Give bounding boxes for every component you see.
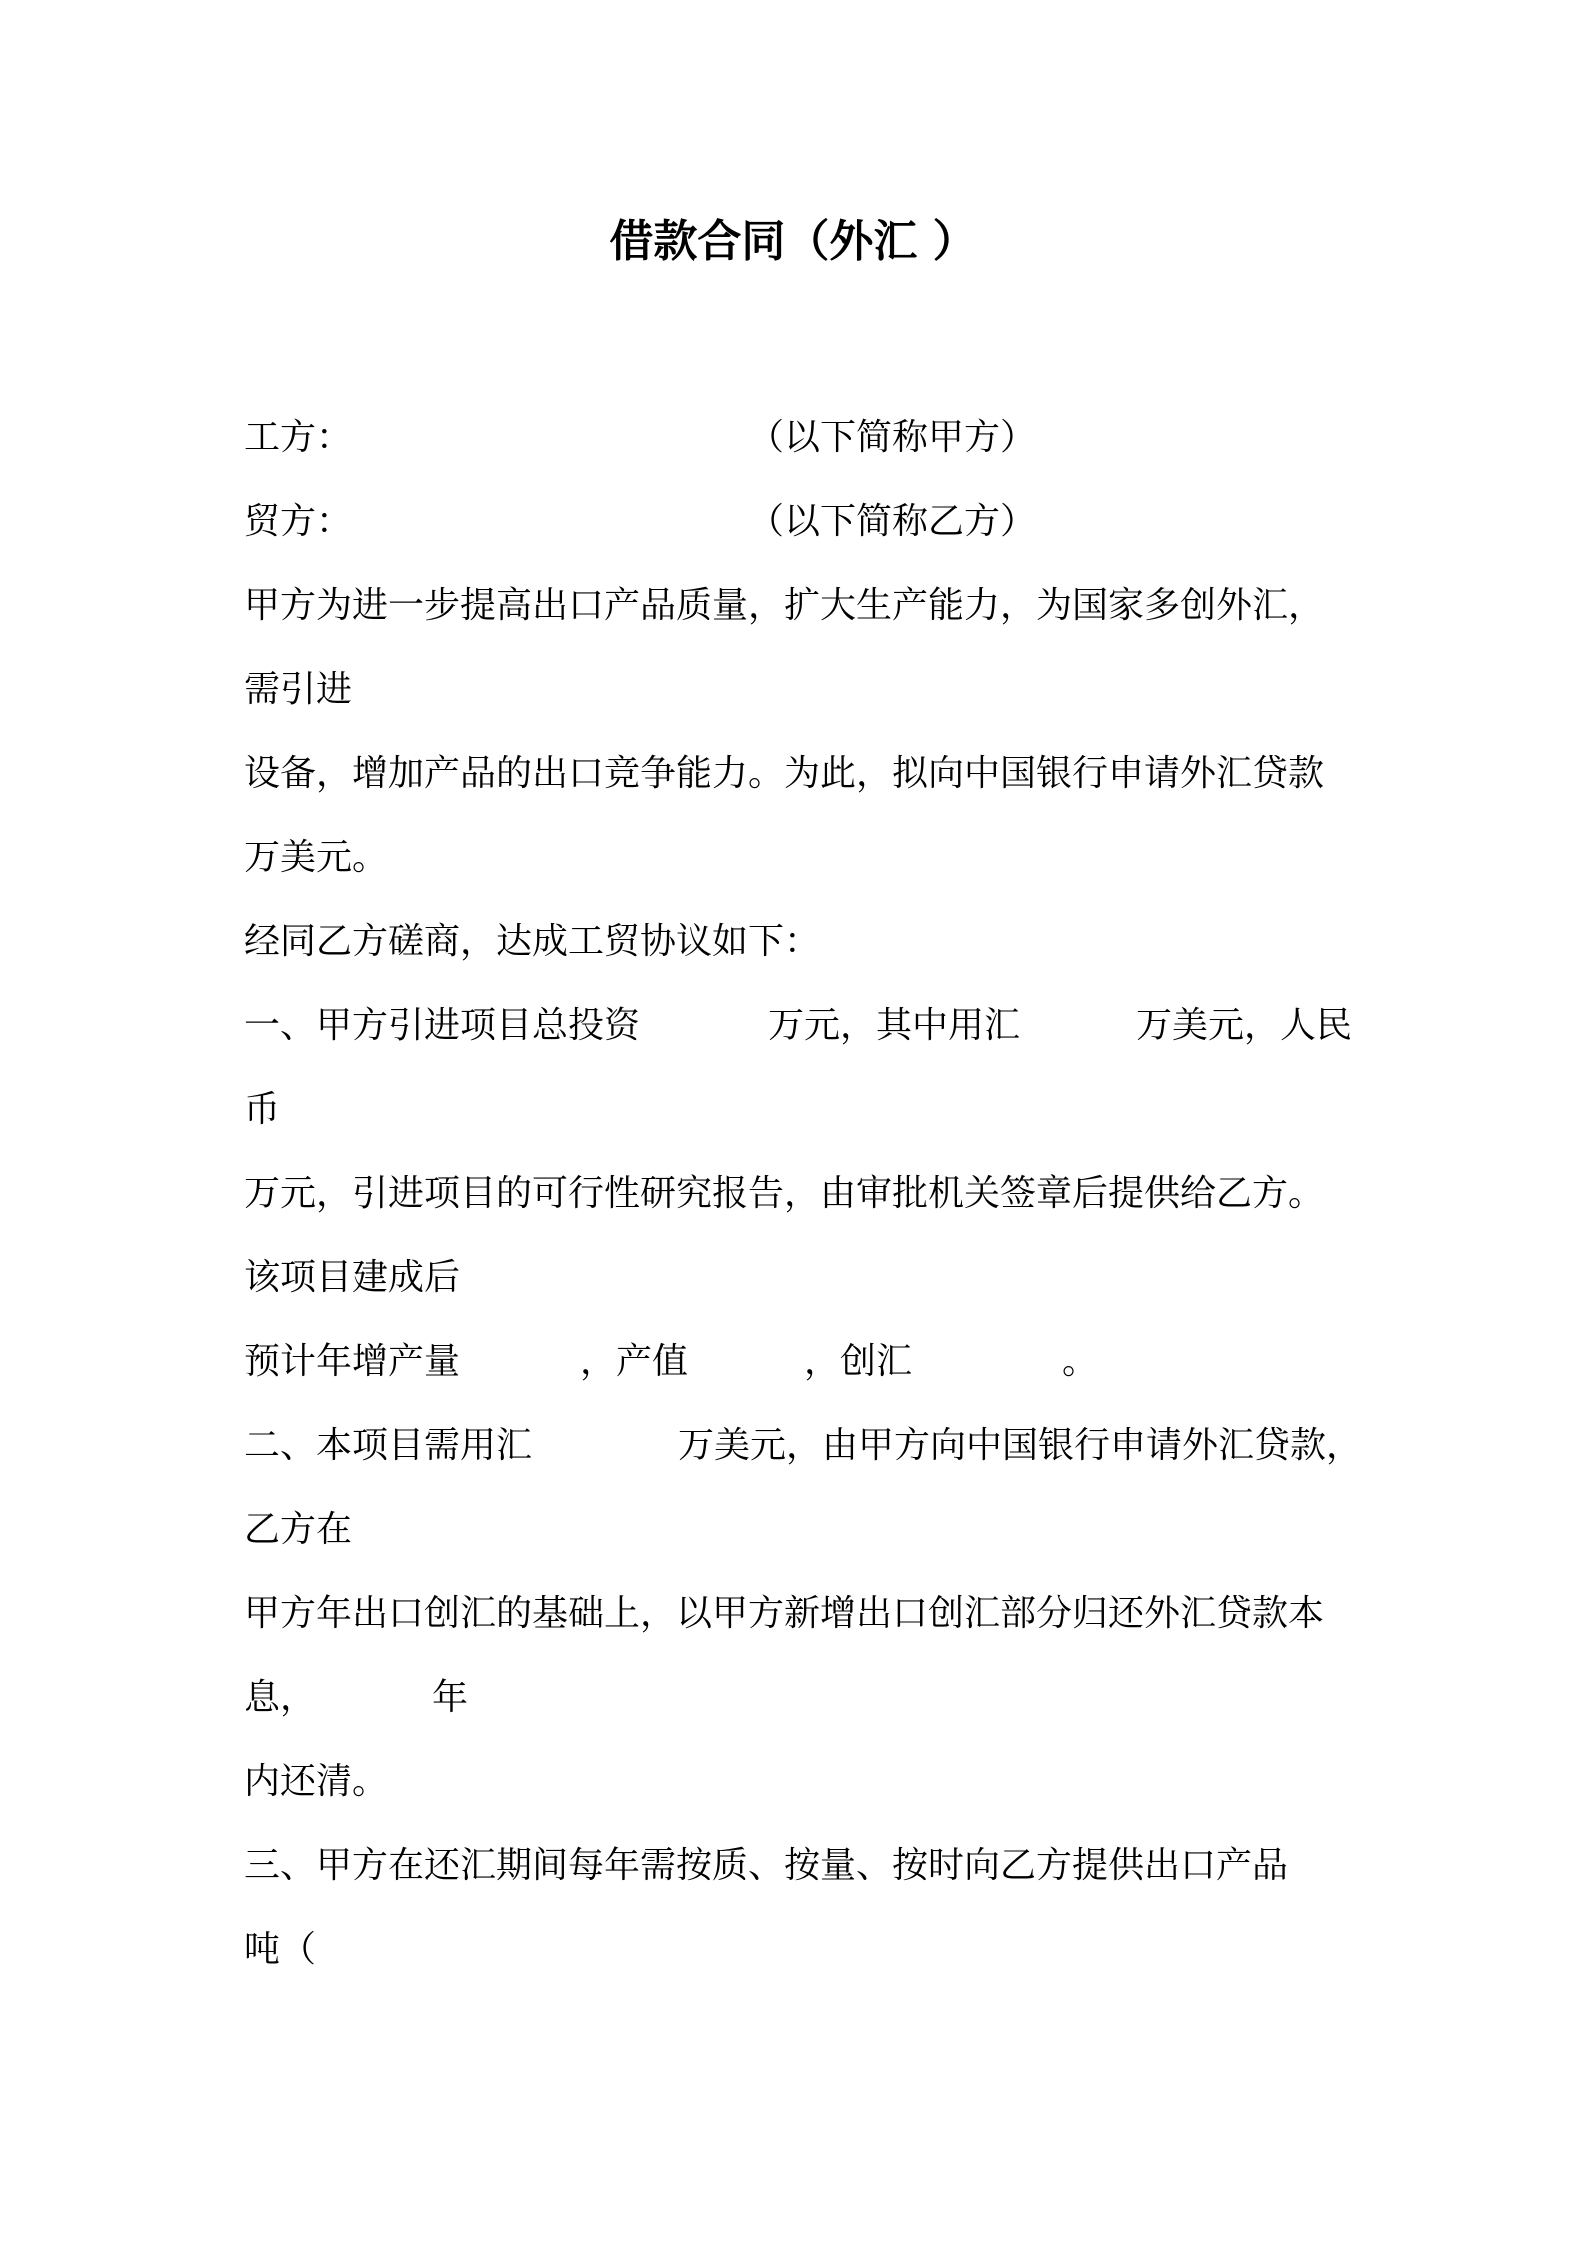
party-a-suffix: （以下简称甲方） <box>748 417 1037 458</box>
intro-line-4: 万美元。 <box>244 837 389 878</box>
clause-1-line-2: 币 <box>244 1089 281 1130</box>
clause-1-part-b: 万元，其中用汇 <box>768 1005 1021 1046</box>
agreement-line: 经同乙方磋商，达成工贸协议如下： <box>244 921 821 962</box>
clause-1-part-j: 。 <box>1062 1341 1099 1382</box>
clause-1-part-h: ，产值 <box>580 1341 689 1382</box>
clause-2-part-e: 息， <box>244 1677 317 1718</box>
intro-line-2: 需引进 <box>244 669 353 710</box>
clause-3-line-1: 三、甲方在还汇期间每年需按质、按量、按时向乙方提供出口产品 <box>244 1845 1289 1886</box>
clause-1-part-i: ，创汇 <box>804 1341 913 1382</box>
party-b-suffix: （以下简称乙方） <box>748 501 1037 542</box>
clause-2-line-2: 乙方在 <box>244 1509 353 1550</box>
party-b-label: 贸方： <box>244 501 353 542</box>
party-a-label: 工方： <box>244 417 353 458</box>
clause-2-part-b: 万美元，由甲方向中国银行申请外汇贷款， <box>678 1425 1363 1466</box>
intro-line-3: 设备，增加产品的出口竞争能力。为此，拟向中国银行申请外汇贷款 <box>244 753 1325 794</box>
clause-2-part-f: 年 <box>432 1677 469 1718</box>
clause-1-part-c: 万美元，人民 <box>1136 1005 1353 1046</box>
clause-1-part-g: 预计年增产量 <box>244 1341 461 1382</box>
clause-3-line-2: 吨（ <box>244 1929 317 1970</box>
clause-2-line-3: 甲方年出口创汇的基础上，以甲方新增出口创汇部分归还外汇贷款本 <box>244 1593 1325 1634</box>
clause-2-line-5: 内还清。 <box>244 1761 389 1802</box>
clause-1-line-4: 该项目建成后 <box>244 1257 461 1298</box>
clause-2-part-a: 二、本项目需用汇 <box>244 1425 533 1466</box>
clause-1-line-3: 万元，引进项目的可行性研究报告，由审批机关签章后提供给乙方。 <box>244 1173 1325 1214</box>
clause-1-part-a: 一、甲方引进项目总投资 <box>244 1005 641 1046</box>
intro-line-1: 甲方为进一步提高出口产品质量，扩大生产能力，为国家多创外汇， <box>244 585 1325 626</box>
document-title: 借款合同（外汇 ） <box>609 216 977 267</box>
